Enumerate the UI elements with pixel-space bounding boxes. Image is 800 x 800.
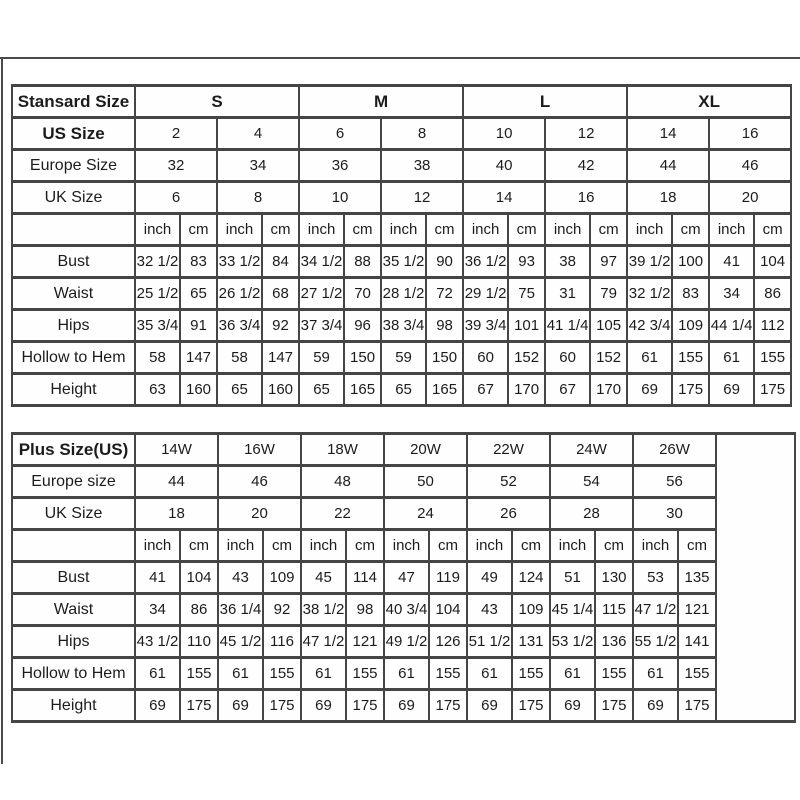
measurement-value-cell: 69 xyxy=(301,690,346,722)
row-label-cell: Stansard Size xyxy=(12,86,135,118)
unit-header-cell: inch xyxy=(633,530,678,562)
measurement-value-cell: 63 xyxy=(135,374,180,406)
unit-header-cell: cm xyxy=(262,214,299,246)
unit-header-cell: cm xyxy=(263,530,301,562)
size-value-cell: 48 xyxy=(301,466,384,498)
measurement-value-cell: 59 xyxy=(381,342,426,374)
unit-header-cell: cm xyxy=(180,530,218,562)
size-value-cell: 8 xyxy=(217,182,299,214)
measurement-value-cell: 112 xyxy=(754,310,791,342)
size-value-cell: 26W xyxy=(633,434,716,466)
measurement-value-cell: 79 xyxy=(590,278,627,310)
measurement-value-cell: 147 xyxy=(180,342,217,374)
measurement-value-cell: 43 xyxy=(218,562,263,594)
unit-header-cell: cm xyxy=(754,214,791,246)
measurement-value-cell: 170 xyxy=(508,374,545,406)
measurement-value-cell: 175 xyxy=(429,690,467,722)
size-value-cell: 12 xyxy=(545,118,627,150)
measurement-value-cell: 44 1/4 xyxy=(709,310,754,342)
measurement-value-cell: 45 1/2 xyxy=(218,626,263,658)
group-header-cell: S xyxy=(135,86,299,118)
unit-header-cell: inch xyxy=(467,530,512,562)
measurement-value-cell: 33 1/2 xyxy=(217,246,262,278)
measurement-value-cell: 165 xyxy=(344,374,381,406)
row-label-cell: Bust xyxy=(12,246,135,278)
measurement-row xyxy=(12,246,791,278)
measurement-value-cell: 126 xyxy=(429,626,467,658)
size-value-cell: 20 xyxy=(218,498,301,530)
row-label-cell: Plus Size(US) xyxy=(12,434,135,466)
standard-size-table xyxy=(11,84,792,407)
size-value-cell: 4 xyxy=(217,118,299,150)
measurement-value-cell: 104 xyxy=(180,562,218,594)
size-value-cell: 32 xyxy=(135,150,217,182)
measurement-value-cell: 98 xyxy=(346,594,384,626)
measurement-value-cell: 28 1/2 xyxy=(381,278,426,310)
measurement-value-cell: 51 xyxy=(550,562,595,594)
measurement-value-cell: 175 xyxy=(754,374,791,406)
measurement-value-cell: 101 xyxy=(508,310,545,342)
row-label-cell xyxy=(12,530,135,562)
size-row xyxy=(12,466,795,498)
measurement-value-cell: 41 1/4 xyxy=(545,310,590,342)
measurement-value-cell: 65 xyxy=(299,374,344,406)
measurement-value-cell: 109 xyxy=(512,594,550,626)
size-row xyxy=(12,118,791,150)
measurement-value-cell: 155 xyxy=(180,658,218,690)
group-header-cell: XL xyxy=(627,86,791,118)
measurement-value-cell: 26 1/2 xyxy=(217,278,262,310)
size-value-cell: 28 xyxy=(550,498,633,530)
measurement-value-cell: 121 xyxy=(678,594,716,626)
measurement-value-cell: 175 xyxy=(678,690,716,722)
measurement-value-cell: 69 xyxy=(550,690,595,722)
measurement-value-cell: 51 1/2 xyxy=(467,626,512,658)
measurement-value-cell: 25 1/2 xyxy=(135,278,180,310)
unit-header-cell: inch xyxy=(384,530,429,562)
measurement-value-cell: 86 xyxy=(180,594,218,626)
measurement-value-cell: 69 xyxy=(467,690,512,722)
measurement-value-cell: 141 xyxy=(678,626,716,658)
unit-header-cell: cm xyxy=(180,214,217,246)
measurement-value-cell: 38 3/4 xyxy=(381,310,426,342)
measurement-value-cell: 155 xyxy=(429,658,467,690)
measurement-value-cell: 110 xyxy=(180,626,218,658)
measurement-value-cell: 96 xyxy=(344,310,381,342)
measurement-value-cell: 37 3/4 xyxy=(299,310,344,342)
row-label-cell: Bust xyxy=(12,562,135,594)
unit-header-cell: cm xyxy=(512,530,550,562)
size-value-cell: 52 xyxy=(467,466,550,498)
row-label-cell: Europe size xyxy=(12,466,135,498)
unit-header-cell: cm xyxy=(344,214,381,246)
row-label-cell: Hollow to Hem xyxy=(12,658,135,690)
unit-header-cell: cm xyxy=(426,214,463,246)
size-value-cell: 6 xyxy=(299,118,381,150)
measurement-value-cell: 69 xyxy=(384,690,429,722)
measurement-value-cell: 109 xyxy=(672,310,709,342)
measurement-value-cell: 136 xyxy=(595,626,633,658)
size-value-cell: 18W xyxy=(301,434,384,466)
measurement-row xyxy=(12,310,791,342)
measurement-value-cell: 31 xyxy=(545,278,590,310)
measurement-value-cell: 160 xyxy=(180,374,217,406)
measurement-value-cell: 69 xyxy=(135,690,180,722)
measurement-value-cell: 61 xyxy=(218,658,263,690)
measurement-value-cell: 160 xyxy=(262,374,299,406)
measurement-value-cell: 67 xyxy=(463,374,508,406)
unit-header-cell: inch xyxy=(550,530,595,562)
size-value-cell: 24W xyxy=(550,434,633,466)
unit-header-cell: cm xyxy=(678,530,716,562)
measurement-value-cell: 124 xyxy=(512,562,550,594)
measurement-value-cell: 35 1/2 xyxy=(381,246,426,278)
measurement-value-cell: 155 xyxy=(595,658,633,690)
measurement-value-cell: 175 xyxy=(595,690,633,722)
measurement-value-cell: 61 xyxy=(709,342,754,374)
measurement-row xyxy=(12,690,795,722)
measurement-value-cell: 155 xyxy=(672,342,709,374)
measurement-value-cell: 155 xyxy=(346,658,384,690)
size-value-cell: 16W xyxy=(218,434,301,466)
row-label-cell: Hollow to Hem xyxy=(12,342,135,374)
measurement-value-cell: 121 xyxy=(346,626,384,658)
measurement-value-cell: 69 xyxy=(709,374,754,406)
measurement-value-cell: 69 xyxy=(627,374,672,406)
measurement-value-cell: 115 xyxy=(595,594,633,626)
measurement-value-cell: 43 xyxy=(467,594,512,626)
measurement-value-cell: 97 xyxy=(590,246,627,278)
measurement-value-cell: 150 xyxy=(344,342,381,374)
measurement-value-cell: 90 xyxy=(426,246,463,278)
outer-frame-top-line xyxy=(0,57,800,59)
measurement-value-cell: 36 1/4 xyxy=(218,594,263,626)
measurement-value-cell: 60 xyxy=(545,342,590,374)
row-label-cell: Height xyxy=(12,374,135,406)
size-value-cell: 46 xyxy=(218,466,301,498)
measurement-value-cell: 175 xyxy=(672,374,709,406)
size-value-cell: 26 xyxy=(467,498,550,530)
row-label-cell: UK Size xyxy=(12,182,135,214)
measurement-value-cell: 98 xyxy=(426,310,463,342)
measurement-value-cell: 155 xyxy=(678,658,716,690)
size-value-cell: 14 xyxy=(627,118,709,150)
unit-header-cell: inch xyxy=(135,214,180,246)
measurement-value-cell: 155 xyxy=(754,342,791,374)
measurement-value-cell: 65 xyxy=(381,374,426,406)
size-value-cell: 22 xyxy=(301,498,384,530)
measurement-row xyxy=(12,626,795,658)
outer-frame-left-line xyxy=(1,57,3,764)
measurement-value-cell: 40 3/4 xyxy=(384,594,429,626)
measurement-value-cell: 41 xyxy=(135,562,180,594)
size-row xyxy=(12,150,791,182)
measurement-value-cell: 135 xyxy=(678,562,716,594)
measurement-value-cell: 61 xyxy=(550,658,595,690)
row-label-cell: Waist xyxy=(12,278,135,310)
unit-row xyxy=(12,214,791,246)
measurement-row xyxy=(12,658,795,690)
measurement-value-cell: 69 xyxy=(218,690,263,722)
measurement-value-cell: 61 xyxy=(301,658,346,690)
measurement-value-cell: 100 xyxy=(672,246,709,278)
measurement-value-cell: 65 xyxy=(217,374,262,406)
measurement-value-cell: 105 xyxy=(590,310,627,342)
unit-header-cell: cm xyxy=(508,214,545,246)
measurement-value-cell: 165 xyxy=(426,374,463,406)
measurement-value-cell: 83 xyxy=(672,278,709,310)
measurement-value-cell: 45 1/4 xyxy=(550,594,595,626)
plus-size-table xyxy=(11,432,796,723)
measurement-value-cell: 27 1/2 xyxy=(299,278,344,310)
measurement-value-cell: 35 3/4 xyxy=(135,310,180,342)
measurement-value-cell: 130 xyxy=(595,562,633,594)
size-value-cell: 16 xyxy=(545,182,627,214)
size-value-cell: 50 xyxy=(384,466,467,498)
measurement-value-cell: 175 xyxy=(346,690,384,722)
size-value-cell: 18 xyxy=(627,182,709,214)
size-value-cell: 56 xyxy=(633,466,716,498)
measurement-value-cell: 75 xyxy=(508,278,545,310)
measurement-value-cell: 53 1/2 xyxy=(550,626,595,658)
measurement-value-cell: 152 xyxy=(590,342,627,374)
unit-header-cell: inch xyxy=(217,214,262,246)
measurement-value-cell: 68 xyxy=(262,278,299,310)
row-label-cell: UK Size xyxy=(12,498,135,530)
measurement-value-cell: 49 1/2 xyxy=(384,626,429,658)
measurement-value-cell: 38 xyxy=(545,246,590,278)
unit-header-cell: inch xyxy=(299,214,344,246)
measurement-value-cell: 61 xyxy=(467,658,512,690)
size-value-cell: 24 xyxy=(384,498,467,530)
measurement-value-cell: 155 xyxy=(512,658,550,690)
size-value-cell: 6 xyxy=(135,182,217,214)
measurement-value-cell: 114 xyxy=(346,562,384,594)
size-value-cell: 20 xyxy=(709,182,791,214)
measurement-value-cell: 41 xyxy=(709,246,754,278)
measurement-row xyxy=(12,594,795,626)
unit-row xyxy=(12,530,795,562)
measurement-value-cell: 93 xyxy=(508,246,545,278)
measurement-value-cell: 39 1/2 xyxy=(627,246,672,278)
size-value-cell: 30 xyxy=(633,498,716,530)
measurement-value-cell: 36 3/4 xyxy=(217,310,262,342)
measurement-value-cell: 55 1/2 xyxy=(633,626,678,658)
measurement-value-cell: 61 xyxy=(633,658,678,690)
unit-header-cell: inch xyxy=(627,214,672,246)
measurement-value-cell: 88 xyxy=(344,246,381,278)
measurement-value-cell: 67 xyxy=(545,374,590,406)
measurement-value-cell: 36 1/2 xyxy=(463,246,508,278)
measurement-value-cell: 83 xyxy=(180,246,217,278)
measurement-row xyxy=(12,374,791,406)
measurement-value-cell: 58 xyxy=(135,342,180,374)
measurement-row xyxy=(12,562,795,594)
group-header-row xyxy=(12,86,791,118)
measurement-value-cell: 86 xyxy=(754,278,791,310)
measurement-value-cell: 119 xyxy=(429,562,467,594)
measurement-value-cell: 65 xyxy=(180,278,217,310)
row-label-cell: Hips xyxy=(12,626,135,658)
measurement-value-cell: 38 1/2 xyxy=(301,594,346,626)
measurement-value-cell: 91 xyxy=(180,310,217,342)
measurement-value-cell: 104 xyxy=(429,594,467,626)
measurement-value-cell: 29 1/2 xyxy=(463,278,508,310)
measurement-value-cell: 61 xyxy=(384,658,429,690)
measurement-value-cell: 61 xyxy=(627,342,672,374)
measurement-value-cell: 84 xyxy=(262,246,299,278)
size-value-cell: 16 xyxy=(709,118,791,150)
measurement-value-cell: 34 xyxy=(709,278,754,310)
unit-header-cell: inch xyxy=(381,214,426,246)
measurement-value-cell: 104 xyxy=(754,246,791,278)
measurement-value-cell: 47 xyxy=(384,562,429,594)
unit-header-cell: cm xyxy=(590,214,627,246)
size-value-cell: 46 xyxy=(709,150,791,182)
size-value-cell: 44 xyxy=(135,466,218,498)
size-value-cell: 40 xyxy=(463,150,545,182)
empty-spacer-cell xyxy=(716,434,795,722)
size-row xyxy=(12,182,791,214)
measurement-value-cell: 34 1/2 xyxy=(299,246,344,278)
unit-header-cell: inch xyxy=(301,530,346,562)
size-value-cell: 2 xyxy=(135,118,217,150)
measurement-value-cell: 116 xyxy=(263,626,301,658)
row-label-cell: Waist xyxy=(12,594,135,626)
size-value-cell: 44 xyxy=(627,150,709,182)
measurement-value-cell: 61 xyxy=(135,658,180,690)
size-value-cell: 20W xyxy=(384,434,467,466)
measurement-value-cell: 43 1/2 xyxy=(135,626,180,658)
measurement-value-cell: 47 1/2 xyxy=(301,626,346,658)
measurement-value-cell: 32 1/2 xyxy=(627,278,672,310)
measurement-value-cell: 155 xyxy=(263,658,301,690)
measurement-value-cell: 60 xyxy=(463,342,508,374)
size-value-cell: 12 xyxy=(381,182,463,214)
size-value-cell: 36 xyxy=(299,150,381,182)
measurement-value-cell: 152 xyxy=(508,342,545,374)
measurement-value-cell: 59 xyxy=(299,342,344,374)
unit-header-cell: inch xyxy=(545,214,590,246)
measurement-value-cell: 72 xyxy=(426,278,463,310)
measurement-row xyxy=(12,342,791,374)
group-header-cell: L xyxy=(463,86,627,118)
measurement-value-cell: 175 xyxy=(263,690,301,722)
measurement-value-cell: 131 xyxy=(512,626,550,658)
size-value-cell: 34 xyxy=(217,150,299,182)
measurement-value-cell: 39 3/4 xyxy=(463,310,508,342)
measurement-value-cell: 45 xyxy=(301,562,346,594)
measurement-value-cell: 170 xyxy=(590,374,627,406)
measurement-value-cell: 69 xyxy=(633,690,678,722)
row-label-cell: Height xyxy=(12,690,135,722)
measurement-value-cell: 92 xyxy=(263,594,301,626)
group-header-cell: M xyxy=(299,86,463,118)
measurement-value-cell: 175 xyxy=(512,690,550,722)
measurement-value-cell: 34 xyxy=(135,594,180,626)
measurement-row xyxy=(12,278,791,310)
measurement-value-cell: 49 xyxy=(467,562,512,594)
size-value-cell: 14W xyxy=(135,434,218,466)
measurement-value-cell: 42 3/4 xyxy=(627,310,672,342)
size-value-cell: 18 xyxy=(135,498,218,530)
measurement-value-cell: 58 xyxy=(217,342,262,374)
size-value-cell: 54 xyxy=(550,466,633,498)
unit-header-cell: cm xyxy=(429,530,467,562)
measurement-value-cell: 32 1/2 xyxy=(135,246,180,278)
measurement-value-cell: 175 xyxy=(180,690,218,722)
row-label-cell: US Size xyxy=(12,118,135,150)
measurement-value-cell: 109 xyxy=(263,562,301,594)
measurement-value-cell: 147 xyxy=(262,342,299,374)
unit-header-cell: inch xyxy=(463,214,508,246)
unit-header-cell: cm xyxy=(346,530,384,562)
measurement-value-cell: 70 xyxy=(344,278,381,310)
measurement-value-cell: 53 xyxy=(633,562,678,594)
size-value-cell: 8 xyxy=(381,118,463,150)
size-value-cell: 14 xyxy=(463,182,545,214)
unit-header-cell: inch xyxy=(218,530,263,562)
row-label-cell: Hips xyxy=(12,310,135,342)
measurement-value-cell: 47 1/2 xyxy=(633,594,678,626)
size-row xyxy=(12,434,795,466)
size-value-cell: 42 xyxy=(545,150,627,182)
size-value-cell: 10 xyxy=(299,182,381,214)
size-value-cell: 38 xyxy=(381,150,463,182)
size-value-cell: 22W xyxy=(467,434,550,466)
unit-header-cell: cm xyxy=(672,214,709,246)
row-label-cell: Europe Size xyxy=(12,150,135,182)
unit-header-cell: cm xyxy=(595,530,633,562)
row-label-cell xyxy=(12,214,135,246)
unit-header-cell: inch xyxy=(709,214,754,246)
size-value-cell: 10 xyxy=(463,118,545,150)
unit-header-cell: inch xyxy=(135,530,180,562)
measurement-value-cell: 150 xyxy=(426,342,463,374)
measurement-value-cell: 92 xyxy=(262,310,299,342)
size-row xyxy=(12,498,795,530)
